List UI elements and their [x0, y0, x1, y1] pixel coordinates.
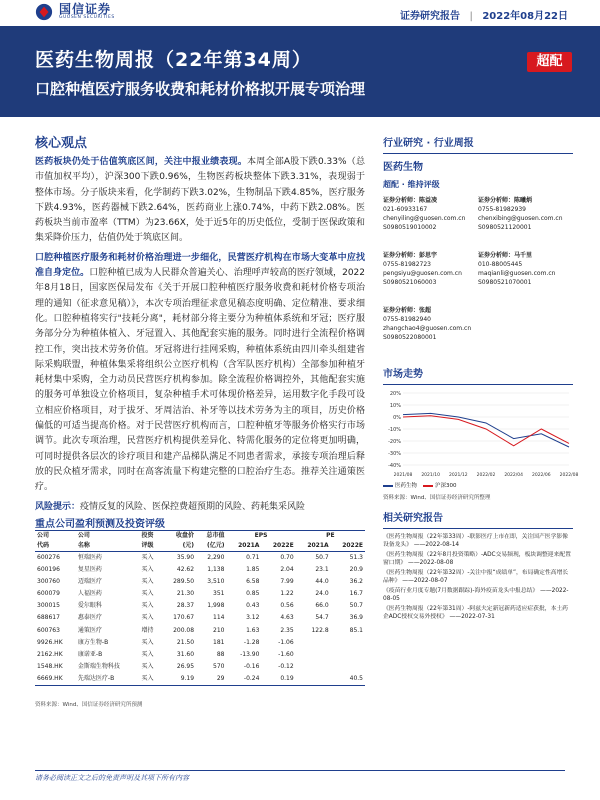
core-paragraph-1: [35, 155, 365, 247]
table-cell: 85.1: [349, 626, 363, 634]
y-tick-label: -30%: [388, 451, 401, 457]
report-category: 行业研究 · 行业周报: [383, 138, 474, 149]
table-cell: 2.35: [280, 626, 294, 634]
analyst-card: [383, 251, 483, 287]
table-cell: 1548.HK: [37, 662, 63, 670]
table-cell: -0.24: [243, 674, 260, 682]
table-cell: 1,998: [207, 602, 225, 610]
table-row: [35, 564, 365, 576]
divider: [383, 153, 573, 154]
report-subtitle: 口腔种植医疗服务收费和耗材价格拟开展专项治理: [35, 80, 366, 98]
table-cell: 289.50: [173, 578, 195, 586]
table-cell: 3,510: [207, 578, 225, 586]
table-cell: [331, 661, 365, 673]
table-cell: 26.95: [176, 662, 195, 670]
th-name-1: 公司: [77, 532, 90, 539]
analyst-email[interactable]: maqianli@guosen.com.cn: [478, 270, 556, 277]
table-cell: 爱尔眼科: [77, 602, 102, 610]
analyst-role: 证券分析师：: [383, 252, 420, 259]
x-tick-label: 2022/08: [559, 473, 579, 478]
analyst-email[interactable]: zhangchao4@guosen.com.cn: [383, 325, 472, 332]
table-cell: 9.19: [180, 674, 195, 682]
table-row: [35, 673, 365, 686]
analyst-phone: 0755-81982939: [478, 206, 526, 213]
table-cell: [296, 661, 331, 673]
table-cell: 通策医疗: [77, 626, 102, 634]
sidebar: [383, 134, 579, 623]
table-cell: 4.63: [280, 614, 294, 622]
y-tick-label: 20%: [389, 391, 401, 397]
table-cell: 36.9: [349, 614, 363, 622]
table-row: [35, 625, 365, 637]
analyst-card: [478, 251, 578, 287]
core-view-heading: 核心观点: [35, 136, 88, 151]
related-report-link[interactable]: 《医药生物周报（22年第33周）-联影医疗上市在即，关注国产医学影像设备龙头》 ——2022-08-14: [383, 534, 568, 548]
table-cell: 23.1: [315, 566, 329, 574]
table-cell: [296, 637, 331, 649]
table-cell: 51.3: [349, 554, 363, 561]
x-tick-label: 2021/12: [448, 473, 468, 478]
legend-swatch: [423, 485, 433, 487]
table-cell: 复星医药: [77, 566, 102, 574]
analyst-name: 陈曦炳: [514, 197, 533, 204]
table-row: [35, 588, 365, 600]
table-cell: 0.56: [280, 602, 294, 610]
table-cell: 买入: [141, 614, 154, 622]
x-tick-label: 2022/04: [504, 473, 524, 478]
market-chart-svg: [383, 389, 579, 479]
legend-item: [423, 481, 457, 489]
x-tick-label: 2021/08: [393, 473, 413, 478]
p1-body: 本周全部A股下跌0.33%（总市值加权平均），沪深300下跌0.96%，生物医药板块整体下跌3.31%，表现弱于整体市场。分子版块来看，化学制药下跌3.02%，生物制品下跌4.85%，医疗服务下跌4.93%，医药器械下跌2.64%，医药商业上涨0.74%，中药下跌2.08%。医药板块当前市盈率（TTM）为23.66X，处于近5年的历史低位，受制于医保政策和集采降价压力，估值仍处于筑底区间。: [35, 157, 365, 244]
legend-label: 沪深300: [435, 483, 457, 489]
analyst-name: 彭思宇: [419, 252, 438, 259]
table-cell: 惠泰医疗: [77, 614, 102, 622]
table-cell: 42.62: [176, 566, 195, 574]
y-tick-label: -20%: [388, 439, 401, 445]
table-cell: [331, 649, 365, 661]
footer-divider: [35, 770, 565, 771]
table-cell: 600079: [37, 590, 60, 598]
header-bar: [0, 0, 600, 26]
analyst-email[interactable]: pengsiyu@guosen.com.cn: [383, 270, 462, 277]
table-cell: 20.9: [349, 566, 363, 574]
analyst-cert: S0980522080001: [383, 334, 437, 341]
analyst-phone: 0755-81982723: [383, 261, 431, 268]
table-cell: 200.08: [173, 626, 195, 634]
report-type: 证券研究报告: [399, 11, 460, 22]
table-cell: 1,138: [207, 566, 225, 574]
rating-badge: 超配: [527, 52, 572, 72]
table-cell: 2162.HK: [37, 650, 63, 658]
table-cell: 买入: [141, 602, 154, 610]
table-cell: 44.0: [315, 578, 329, 586]
table-cell: 36.2: [349, 578, 363, 586]
series-line-沪深300: [403, 416, 569, 446]
related-report-link[interactable]: 《医药生物周报（22年8月投资策略）-ADC交易频现，板块调整迎来配置窗口期》 ——2022-08-08: [383, 552, 571, 566]
table-cell: 买入: [141, 590, 154, 598]
risk-lead: 风险提示：: [35, 501, 81, 512]
table-cell: 54.7: [315, 614, 329, 622]
chart-legend: [383, 481, 573, 489]
table-cell: 买入: [141, 566, 154, 574]
table-cell: 0.43: [246, 602, 260, 610]
table-cell: 300015: [37, 602, 60, 610]
logo-en: GUOSEN SECURITIES: [59, 15, 115, 21]
analyst-card: [383, 306, 483, 342]
legend-swatch: [383, 485, 393, 487]
table-cell: 351: [213, 590, 225, 598]
rating-line: 超配 · 维持评级: [383, 180, 440, 189]
table-row: [35, 661, 365, 673]
analyst-name: 马千里: [514, 252, 533, 259]
risk-body: 疫情反复的风险、医保控费超预期的风险、药耗集采风险: [80, 501, 306, 512]
table-cell: 9926.HK: [37, 638, 63, 646]
th-rating-1: 投资: [141, 532, 154, 539]
table-cell: -0.16: [243, 662, 260, 670]
table-cell: 50.7: [315, 554, 329, 561]
footer-disclaimer: 请务必阅读正文之后的免责声明及其项下所有内容: [35, 774, 189, 782]
th-cap-2: (亿元): [206, 542, 225, 549]
table-cell: -0.12: [278, 662, 294, 670]
table-cell: 0.70: [280, 554, 294, 561]
table-cell: 买入: [141, 554, 154, 561]
y-tick-label: 0%: [393, 415, 401, 421]
table-cell: 16.7: [349, 590, 363, 598]
table-cell: 先瑞达医疗-B: [77, 674, 115, 682]
table-cell: 康方生物-B: [77, 638, 109, 646]
y-tick-label: 10%: [389, 403, 401, 409]
market-chart: [383, 389, 579, 479]
table-cell: 6669.HK: [37, 674, 63, 682]
report-date: 2022年08月22日: [482, 11, 568, 22]
table-row: [35, 637, 365, 649]
analyst-phone: 010-88005445: [478, 261, 523, 268]
table-row: [35, 649, 365, 661]
th-pe: PE: [326, 532, 335, 539]
table-cell: [296, 649, 331, 661]
table-cell: 600196: [37, 566, 60, 574]
table-cell: 29: [216, 674, 225, 682]
table-cell: [331, 637, 365, 649]
table-cell: 3.12: [246, 614, 260, 622]
analyst-email[interactable]: chenxibing@guosen.com.cn: [478, 215, 563, 222]
table-cell: -13.90: [240, 650, 260, 658]
th-eps: EPS: [254, 532, 268, 539]
th-name-2: 名称: [77, 542, 90, 549]
th-eps-2021: 2021A: [238, 542, 260, 549]
related-list: [383, 533, 573, 621]
p2-lead: 口腔种植医疗服务和耗材价格治理进一步细化，民营医疗机构在市场大变革中应找准自身定位。: [35, 252, 365, 279]
analyst-name: 张超: [419, 307, 432, 314]
table-head-row-2: [35, 541, 365, 552]
market-heading: 市场走势: [383, 369, 423, 380]
table-cell: 迈瑞医疗: [77, 578, 102, 586]
table-cell: 40.5: [349, 674, 363, 682]
table-row: [35, 552, 365, 565]
y-tick-label: -40%: [388, 463, 401, 469]
analyst-cert: S0980521070001: [478, 279, 532, 286]
table-cell: 66.0: [315, 602, 329, 610]
divider: [383, 384, 573, 385]
table-cell: 买入: [141, 674, 154, 682]
th-code-1: 公司: [37, 532, 50, 539]
table-cell: 600763: [37, 626, 60, 634]
table-cell: 114: [213, 614, 225, 622]
analyst-cert: S0980521120001: [478, 224, 532, 231]
x-tick-label: 2021/10: [421, 473, 441, 478]
analyst-cert: S0980519010002: [383, 224, 437, 231]
table-row: [35, 612, 365, 624]
table-body: [35, 552, 365, 686]
th-eps-2022: 2022E: [272, 542, 294, 549]
table-cell: 1.85: [246, 566, 260, 574]
table-cell: 35.90: [176, 554, 195, 561]
table-cell: -1.28: [243, 638, 260, 646]
table-row: [35, 576, 365, 588]
logo-cn: 国信证券: [59, 2, 112, 17]
legend-item: [383, 481, 417, 489]
analyst-list: [383, 196, 573, 371]
table-cell: 买入: [141, 650, 154, 658]
forecast-table: [35, 530, 365, 686]
analyst-email[interactable]: chenyiling@guosen.com.cn: [383, 215, 466, 222]
table-cell: 买入: [141, 662, 154, 670]
table-cell: 1.22: [280, 590, 294, 598]
th-close-2: (元): [182, 542, 195, 549]
table-cell: 210: [213, 626, 225, 634]
analyst-card: [383, 196, 483, 232]
table-title: 重点公司盈利预测及投资评级: [35, 519, 165, 530]
th-pe-2022: 2022E: [342, 542, 363, 549]
table-cell: -1.60: [278, 650, 294, 658]
analyst-role: 证券分析师：: [383, 307, 420, 314]
th-cap-1: 总市值: [206, 532, 225, 539]
table-cell: 买入: [141, 578, 154, 586]
analyst-role: 证券分析师：: [478, 252, 515, 259]
table-cell: 688617: [37, 614, 60, 622]
table-cell: 0.85: [246, 590, 260, 598]
table-cell: 600276: [37, 554, 60, 561]
table-cell: 88: [216, 650, 225, 658]
table-cell: 170.67: [173, 614, 195, 622]
table-cell: 2,290: [207, 554, 225, 561]
risk-warning: [35, 500, 365, 515]
table-row: [35, 600, 365, 612]
analyst-card: [478, 196, 578, 232]
table-cell: 50.7: [349, 602, 363, 610]
p2-body: 口腔种植已成为人民群众普遍关心、治理呼声较高的医疗领域，2022年8月18日，国家医保局发布《关于开展口腔种植医疗服务收费和耗材价格专项治理的通知（征求意见稿）》，本次专项治理征求意见稿态度明确、定位精准、要求细化。口腔种植将实行"技耗分离"，耗材部分将主要分为种植体系统和牙冠；医疗服务部分分为种植体植入、牙冠置入、其他配套实施的服务。同时进行全流程价格调控工作，突出技术劳务价值。牙冠将进行挂网采购，种植体系统由四川牵头组建省际采购联盟，种植体集采将组织公立医疗机构（含军队医疗机构）全部参加种植牙耗材集中采购，全力动员民营医疗机构参加。除全流程价格调控外，其他配套实施的服务可单独设立价格项目，复杂种植手术可体现价格差异，运用数字化手段可设立相应价格项目，对于拔牙、牙周洁治、补牙等以技术劳务为主的项目，历史价格偏低的可适当提高价格。对于民营医疗机构而言，口腔种植牙等服务价格实行市场调节。此次专项治理，民营医疗机构提供差异化、特需化服务的定位将更加明确，可同时提供各层次的诊疗项目和建产品梯队满足不同患者需求，承接专项治理后释放的民众植牙需求，同时在高客流量下构建完整的口腔治疗生态。推荐关注通策医疗。: [35, 268, 365, 493]
chart-source: 资料来源：Wind、国信证券经济研究所整理: [383, 495, 491, 501]
analyst-phone: 021-60933167: [383, 206, 428, 213]
table-cell: 21.50: [176, 638, 195, 646]
table-cell: 0.19: [280, 674, 294, 682]
analyst-name: 陈益凌: [419, 197, 438, 204]
table-cell: [296, 673, 331, 686]
industry-name: 医药生物: [383, 162, 423, 173]
th-code-2: 代码: [37, 542, 50, 549]
report-title: 医药生物周报（22年第34周）: [35, 49, 312, 71]
table-cell: 24.0: [315, 590, 329, 598]
table-cell: 2.04: [280, 566, 294, 574]
related-report-link[interactable]: 《疫苗行业月度专题(7月数据跟踪)-海外疫苗龙头中报总结》 ——2022-08-05: [383, 588, 569, 602]
core-view-section: [35, 132, 365, 515]
guosen-logo-icon: [35, 3, 53, 21]
related-report-link[interactable]: 《医药生物周报（22年第31周）-阿兹夫定新冠新药适应症获批，本土药企ADC授权交易外授权》 ——2022-07-31: [383, 606, 568, 620]
table-cell: 6.58: [246, 578, 260, 586]
table-cell: 28.37: [176, 602, 195, 610]
th-pe-2021: 2021A: [307, 542, 329, 549]
y-tick-label: -10%: [388, 427, 401, 433]
analyst-cert: S0980521060003: [383, 279, 437, 286]
table-cell: 恒瑞医药: [77, 554, 102, 561]
table-cell: 181: [213, 638, 225, 646]
table-cell: 0.71: [246, 554, 260, 561]
th-close-1: 收盘价: [176, 532, 195, 539]
table-cell: 21.30: [176, 590, 195, 598]
table-cell: 增持: [141, 626, 154, 634]
core-paragraph-2: [35, 251, 365, 496]
related-heading: 相关研究报告: [383, 513, 443, 524]
table-cell: 康诺亚-B: [77, 650, 103, 658]
analyst-role: 证券分析师：: [383, 197, 420, 204]
divider: [383, 528, 573, 529]
p1-lead: 医药板块仍处于估值筑底区间，关注中报业绩表现。: [35, 157, 248, 167]
table-cell: 买入: [141, 638, 154, 646]
x-tick-label: 2022/02: [476, 473, 496, 478]
table-cell: 7.99: [280, 578, 294, 586]
th-rating-2: 评级: [141, 542, 154, 549]
related-report-link[interactable]: 《医药生物周报（22年第32周）-关注中报“成绩单”，布局确定性高增长品种》 ——2022-08-07: [383, 570, 569, 584]
table-cell: 金斯瑞生物科技: [77, 662, 120, 670]
table-source: 资料来源：Wind、国信证券经济研究所预测: [35, 702, 143, 708]
title-banner: [0, 26, 600, 117]
analyst-phone: 0755-81982940: [383, 316, 431, 323]
table-cell: 31.60: [176, 650, 195, 658]
guosen-logo: [35, 0, 115, 24]
table-head-row-1: [35, 531, 365, 542]
table-cell: -1.06: [278, 638, 294, 646]
analyst-role: 证券分析师：: [478, 197, 515, 204]
header-meta: 证券研究报告 | 2022年08月22日: [399, 11, 568, 22]
table-cell: 1.63: [246, 626, 260, 634]
table-cell: 人福医药: [77, 590, 102, 598]
x-tick-label: 2022/06: [531, 473, 551, 478]
legend-label: 医药生物: [395, 483, 418, 489]
table-cell: 300760: [37, 578, 60, 586]
table-cell: 570: [213, 662, 225, 670]
table-cell: 122.8: [311, 626, 329, 634]
